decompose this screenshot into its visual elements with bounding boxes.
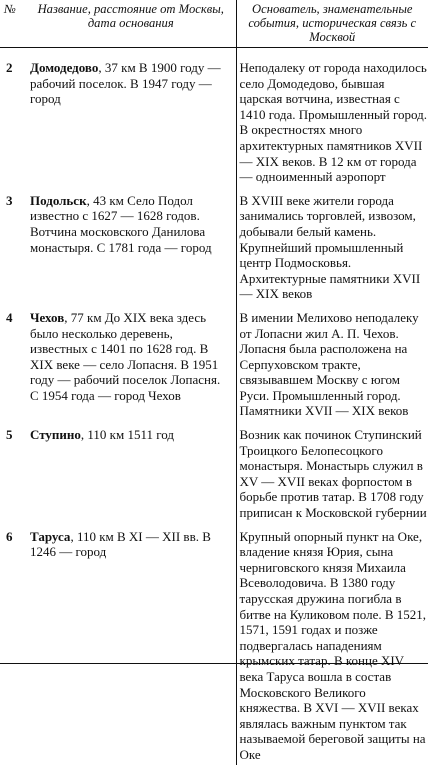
row-city-name: Таруса: [30, 528, 71, 544]
row-name-cell: [26, 421, 236, 523]
table-row: [0, 304, 428, 421]
table-header-row: [0, 0, 428, 48]
row-city-name: Чехов: [30, 309, 65, 325]
table-row: [0, 421, 428, 523]
row-city-name: Подольск: [30, 192, 87, 208]
header-description-label: Основатель, знаменательные события, историческая связь с Москвой: [248, 2, 417, 44]
table-row: [0, 48, 428, 187]
row-number: 2: [6, 60, 13, 75]
row-name-cell: [26, 523, 236, 765]
row-city-details: , 110 км 1511 год: [80, 427, 174, 443]
header-description: [236, 0, 428, 48]
header-name: [26, 0, 236, 48]
row-city-details: , 110 км В XI — XII вв. В 1246 — город: [30, 528, 211, 560]
row-city-details: , 77 км До XIX века здесь было несколько деревень, известных с 1401 по 1628 год. В XIX веке — село Лопасня. В 1951 году — рабочий поселок Лопасня. С 1954 года — город Чехов: [30, 309, 221, 403]
row-city-details: , 37 км В 1900 году — рабочий поселок. В 1947 году — город: [30, 60, 221, 107]
table-bottom-rule: [0, 663, 428, 664]
row-name-cell: [26, 187, 236, 304]
header-number: №: [0, 0, 26, 48]
row-description: Возник как починок Ступинский Троицкого Белопесоцкого монастыря. Монастырь служил в XV — XVII веках форпостом в борьбе против татар. В 1708 году приписан к Московской губернии: [236, 421, 428, 523]
header-name-label: Название, расстояние от Москвы, дата основания: [37, 2, 224, 30]
table-row: [0, 187, 428, 304]
row-name-cell: [26, 48, 236, 187]
row-city-details: , 43 км Село Подол известно с 1627 — 1628 годов. Вотчина московского Данилова монастыря. С 1781 года — город: [30, 192, 212, 255]
row-description: Неподалеку от города находилось село Домодедово, бывшая царская вотчина, известная с 1410 года. Промышленный город. В окрестностях много архитектурных памятников XVII — XIX веков. В 12 км от города — одноименный аэропорт: [236, 48, 428, 187]
row-description: Крупный опорный пункт на Оке, владение князя Юрия, сына черниговского князя Михаила Всеволодовича. В 1380 году тарусская дружина погибла в битве на Куликовом поле. В 1521, 1571, 1591 годах и позже подвергалась нападениям крымских татар. В конце XIV века Таруса вошла в состав Московского Великого княжества. В XVI — XVII веках являлась важным пунктом так называемой береговой защиты на Оке: [236, 523, 428, 765]
row-description: В XVIII веке жители города занимались торговлей, извозом, добывали белый камень. Крупнейший промышленный центр Подмосковья. Архитектурные памятники XVII — XIX веков: [236, 187, 428, 304]
row-number: 5: [6, 427, 13, 443]
row-number: 6: [6, 528, 13, 544]
row-number: 4: [6, 309, 13, 325]
row-city-name: Домодедово: [30, 60, 99, 75]
table-row: [0, 523, 428, 765]
row-number: 3: [6, 192, 13, 208]
row-description: В имении Мелихово неподалеку от Лопасни жил А. П. Чехов. Лопасня была расположена на Серпуховском тракте, связывавшем Москву с югом Руси. Промышленный город. Памятники XVII — XIX веков: [236, 304, 428, 421]
row-name-cell: [26, 304, 236, 421]
row-city-name: Ступино: [30, 427, 81, 443]
